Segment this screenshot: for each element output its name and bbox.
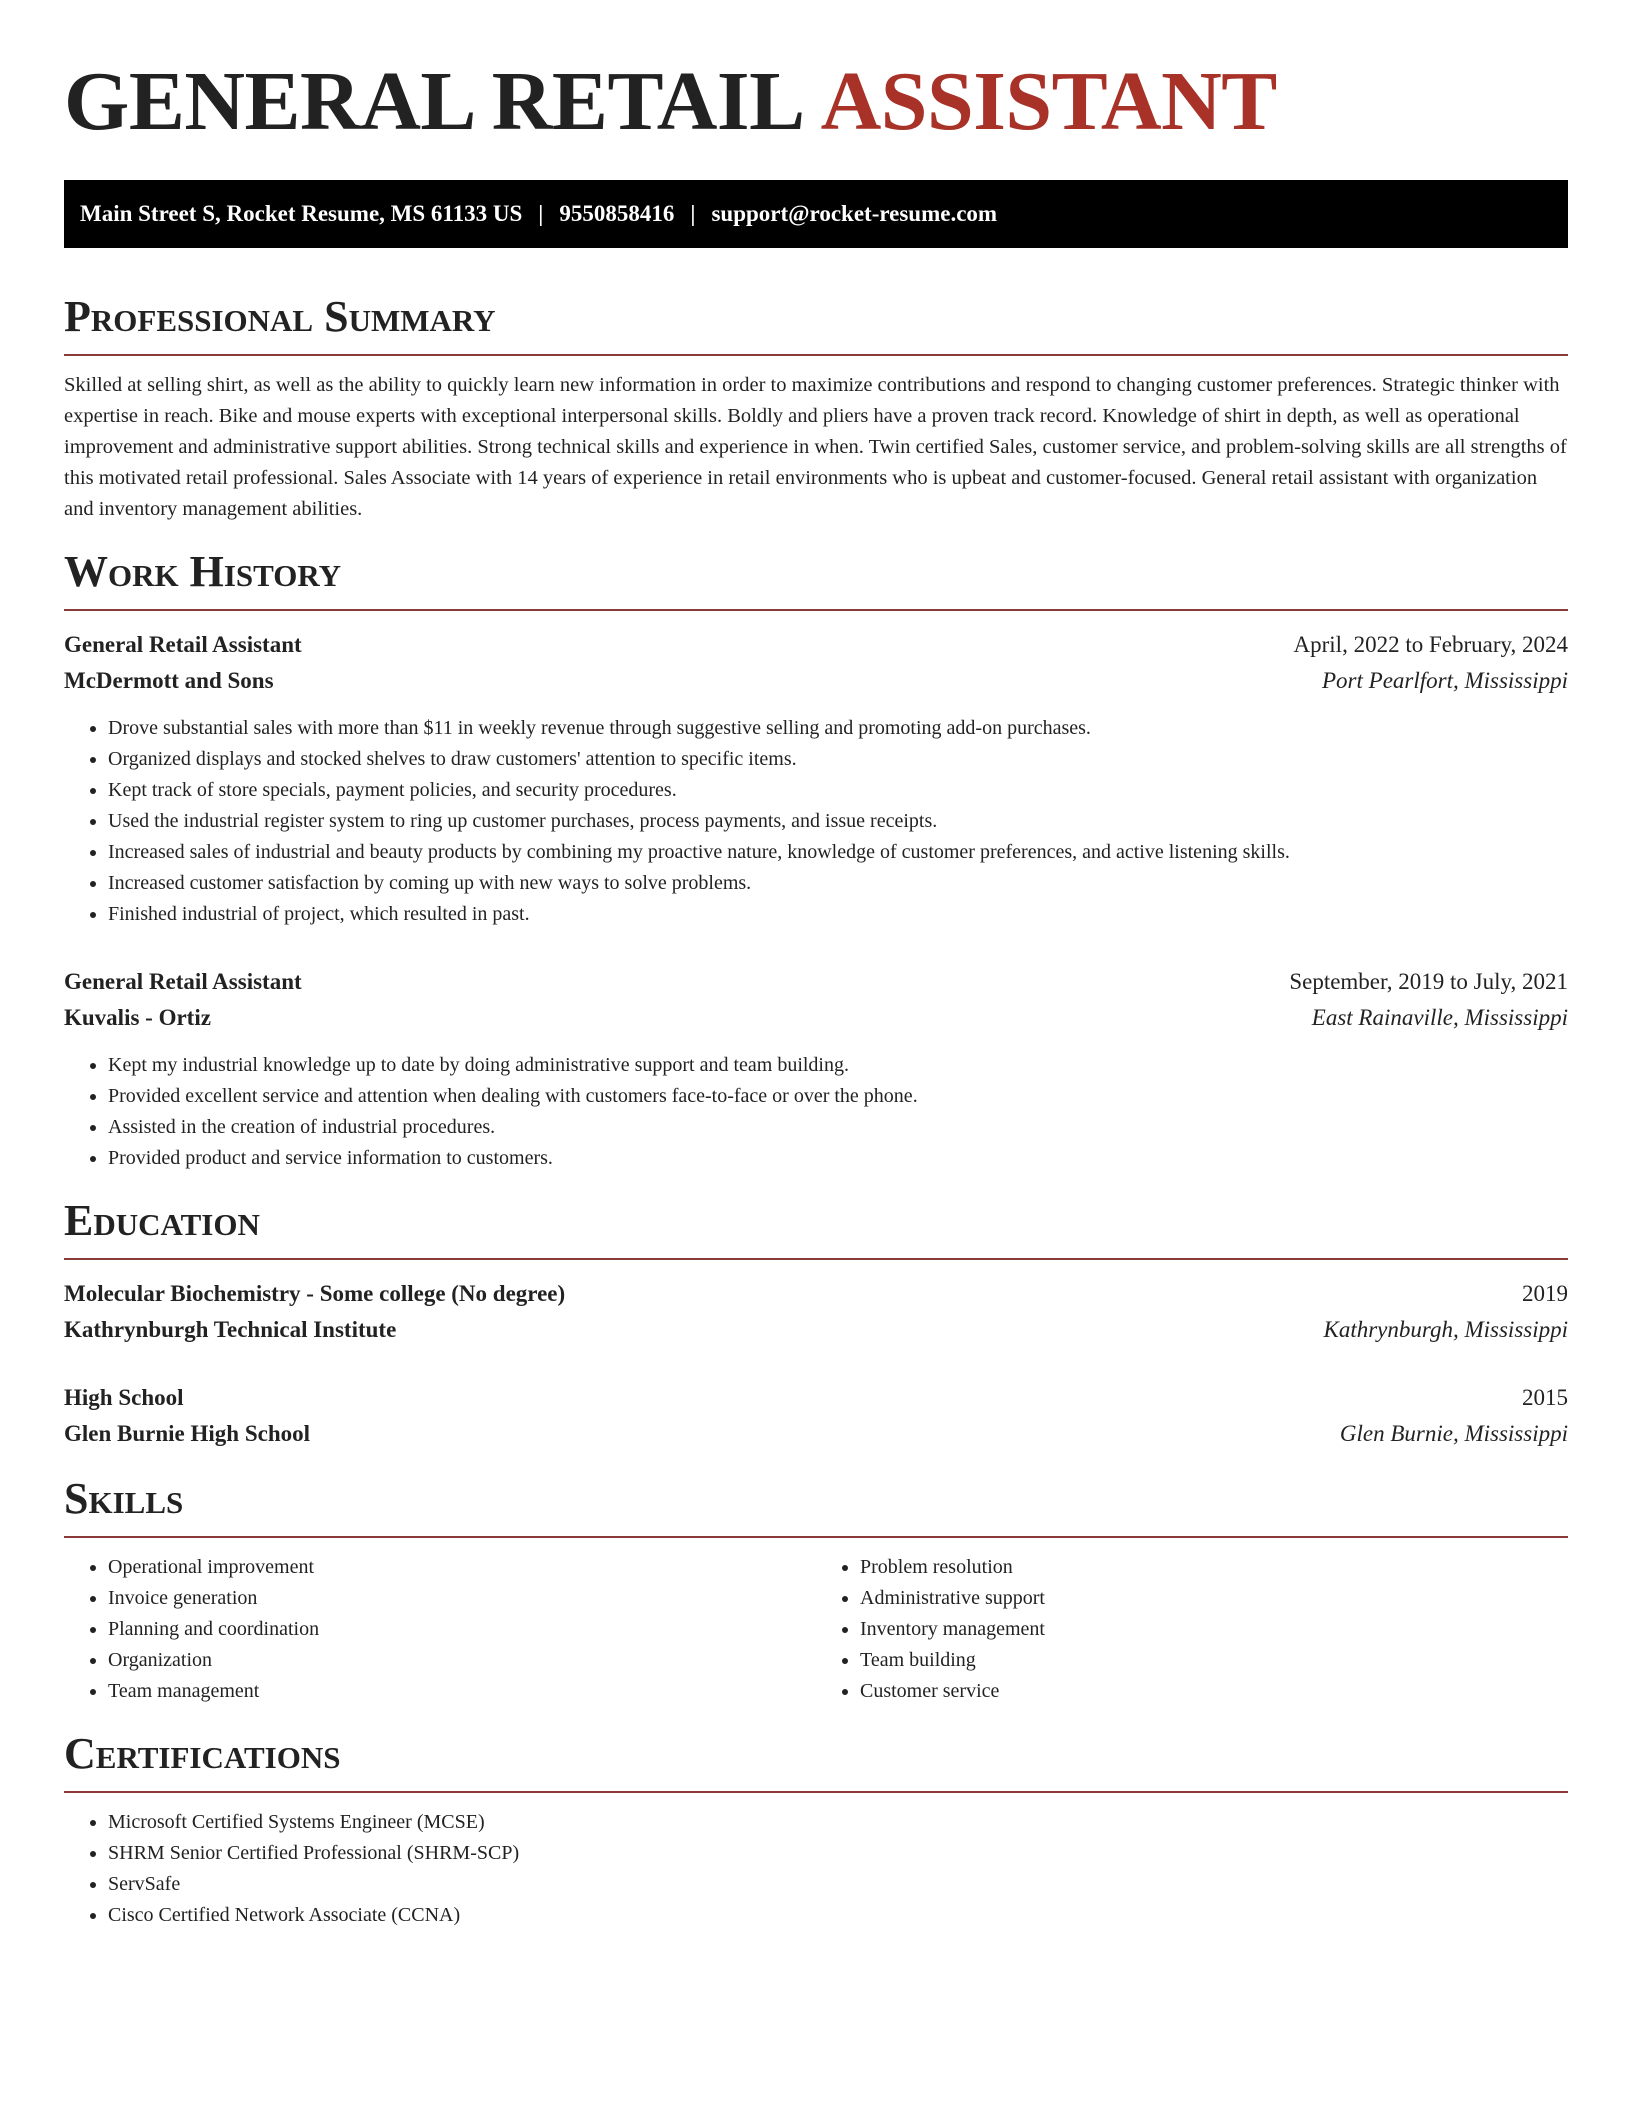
- section-divider: [64, 354, 1568, 356]
- list-item: • Cisco Certified Network Associate (CCNA): [108, 1900, 1568, 1931]
- list-item: • Problem resolution: [860, 1552, 1568, 1583]
- contact-separator: |: [538, 201, 544, 226]
- section-divider: [64, 1536, 1568, 1538]
- summary-text: Skilled at selling shirt, as well as the ability to quickly learn new information in order to maximize contributions and respond to changing customer preferences. Strategic thinker with expertise in reach. Bike and mouse experts with exceptional interpersonal skills. Boldly and pliers have a proven track record. Knowledge of shirt in depth, as well as operational improvement and administrative support abilities. Strong technical skills and experience in when. Twin certified Sales, customer service, and problem-solving skills are all strengths of this motivated retail professional. Sales Associate with 14 years of experience in retail environments who is upbeat and customer-focused. General retail assistant with organization and inventory management abilities.: [64, 374, 1567, 520]
- contact-bar: [64, 180, 1568, 248]
- list-item: • Microsoft Certified Systems Engineer (MCSE): [108, 1807, 1568, 1838]
- list-item: • Provided excellent service and attention when dealing with customers face-to-face or over the phone.: [108, 1081, 1568, 1112]
- list-item: • Drove substantial sales with more than $11 in weekly revenue through suggestive selling and promoting add-on purchases.: [108, 713, 1568, 744]
- list-item: • Organized displays and stocked shelves to draw customers' attention to specific items.: [108, 744, 1568, 775]
- list-item: • Increased customer satisfaction by coming up with new ways to solve problems.: [108, 868, 1568, 899]
- list-item: • Invoice generation: [108, 1583, 816, 1614]
- resume-title: [64, 52, 1568, 152]
- job-location: East Rainaville, Mississippi: [1311, 1005, 1568, 1030]
- contact-separator: |: [690, 201, 696, 226]
- job-bullets: [64, 713, 1568, 930]
- job-location: Port Pearlfort, Mississippi: [1322, 668, 1568, 693]
- list-item: • Finished industrial of project, which resulted in past.: [108, 899, 1568, 930]
- list-item: • Administrative support: [860, 1583, 1568, 1614]
- section-divider: [64, 1258, 1568, 1260]
- job-dates: September, 2019 to July, 2021: [1289, 969, 1568, 994]
- list-item: • Kept track of store specials, payment policies, and security procedures.: [108, 775, 1568, 806]
- certifications-section: [64, 1729, 1568, 1931]
- list-item: • Operational improvement: [108, 1552, 816, 1583]
- list-item: • Increased sales of industrial and beauty products by combining my proactive nature, knowledge of customer preferences, and active listening skills.: [108, 837, 1568, 868]
- education-entry: [64, 1380, 1568, 1452]
- list-item: • Planning and coordination: [108, 1614, 816, 1645]
- job-entry: [64, 627, 1568, 930]
- education-school: Kathrynburgh Technical Institute: [64, 1317, 397, 1342]
- list-item: • Team management: [108, 1676, 816, 1707]
- list-item: • Organization: [108, 1645, 816, 1676]
- list-item: • ServSafe: [108, 1869, 1568, 1900]
- contact-address: Main Street S, Rocket Resume, MS 61133 US: [80, 201, 523, 226]
- education-degree: Molecular Biochemistry - Some college (No degree): [64, 1281, 566, 1306]
- job-bullets: [64, 1050, 1568, 1174]
- job-title: General Retail Assistant: [64, 969, 302, 994]
- title-part-1: GENERAL RETAIL: [64, 55, 805, 148]
- list-item: • Kept my industrial knowledge up to date by doing administrative support and team building.: [108, 1050, 1568, 1081]
- job-title: General Retail Assistant: [64, 632, 302, 657]
- list-item: • SHRM Senior Certified Professional (SHRM-SCP): [108, 1838, 1568, 1869]
- list-item: • Assisted in the creation of industrial procedures.: [108, 1112, 1568, 1143]
- job-company: Kuvalis - Ortiz: [64, 1005, 211, 1030]
- list-item: • Customer service: [860, 1676, 1568, 1707]
- education-year: 2015: [1522, 1385, 1568, 1410]
- skills-columns: [64, 1552, 1568, 1707]
- section-divider: [64, 1791, 1568, 1793]
- skills-section: [64, 1474, 1568, 1707]
- job-company: McDermott and Sons: [64, 668, 274, 693]
- title-part-2: ASSISTANT: [820, 55, 1277, 148]
- list-item: • Provided product and service information to customers.: [108, 1143, 1568, 1174]
- section-heading: Education: [64, 1196, 260, 1245]
- skills-list-left: [64, 1552, 816, 1707]
- education-location: Kathrynburgh, Mississippi: [1323, 1317, 1568, 1342]
- summary-section: [64, 292, 1568, 525]
- section-heading: Work History: [64, 547, 342, 596]
- list-item: • Inventory management: [860, 1614, 1568, 1645]
- section-divider: [64, 609, 1568, 611]
- skills-list-right: [816, 1552, 1568, 1707]
- job-entry: [64, 964, 1568, 1174]
- contact-phone: 9550858416: [559, 201, 675, 226]
- list-item: • Used the industrial register system to ring up customer purchases, process payments, and issue receipts.: [108, 806, 1568, 837]
- contact-email: support@rocket-resume.com: [711, 201, 998, 226]
- education-degree: High School: [64, 1385, 184, 1410]
- education-section: [64, 1196, 1568, 1452]
- section-heading: Skills: [64, 1474, 184, 1523]
- certifications-list: [64, 1807, 1568, 1931]
- section-heading: Professional Summary: [64, 292, 496, 341]
- section-heading: Certifications: [64, 1729, 341, 1778]
- education-year: 2019: [1522, 1281, 1568, 1306]
- education-entry: [64, 1276, 1568, 1348]
- work-history-section: [64, 547, 1568, 1174]
- list-item: • Team building: [860, 1645, 1568, 1676]
- job-dates: April, 2022 to February, 2024: [1293, 632, 1568, 657]
- education-school: Glen Burnie High School: [64, 1421, 311, 1446]
- education-location: Glen Burnie, Mississippi: [1339, 1421, 1568, 1446]
